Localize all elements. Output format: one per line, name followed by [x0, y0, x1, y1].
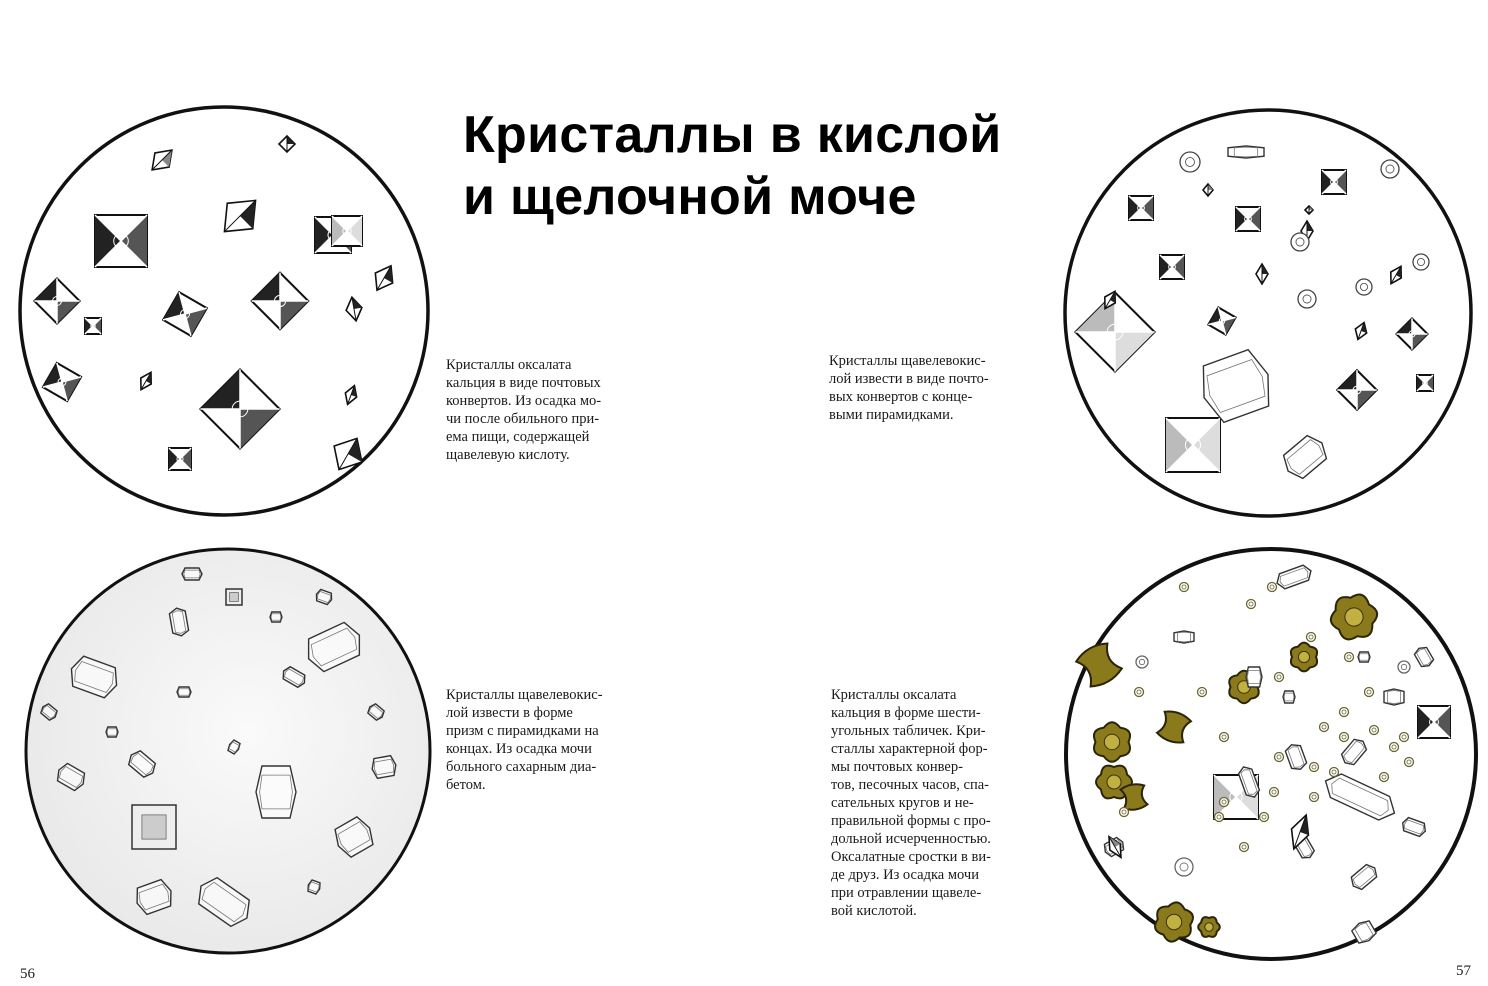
title-line-2: и щелочной моче [463, 168, 917, 226]
caption-line: бетом. [446, 777, 486, 793]
envelope-crystal [1236, 207, 1260, 231]
ring-crystal [1310, 793, 1319, 802]
envelope-crystal [332, 216, 362, 246]
ring-crystal [1340, 708, 1349, 717]
microscope-field-top-right [1062, 107, 1474, 519]
ring-crystal [1136, 656, 1148, 668]
prism-crystal [1283, 691, 1295, 703]
caption-line: конвертов. Из осадка мо- [446, 393, 602, 409]
caption-bottom-right [831, 686, 1045, 920]
page-number-left: 56 [20, 966, 35, 982]
caption-line: Кристаллы оксалата [446, 357, 572, 373]
caption-line: кальция в виде почтовых [446, 375, 601, 391]
caption-top-right [829, 352, 1046, 424]
ring-crystal [1180, 583, 1189, 592]
page-title [463, 104, 1103, 228]
envelope-crystal [1417, 375, 1433, 391]
microscope-field-bottom-left [24, 547, 432, 955]
caption-bottom-left [446, 686, 660, 794]
ring-crystal [1120, 808, 1129, 817]
envelope-crystal [85, 318, 101, 334]
caption-line: больного сахарным диа- [446, 759, 597, 775]
caption-line: концах. Из осадка мочи [446, 741, 592, 757]
caption-line: Кристаллы щавелевокис- [829, 353, 986, 369]
prism-crystal [1228, 146, 1264, 158]
ring-crystal [1380, 773, 1389, 782]
prism-crystal [177, 687, 191, 697]
caption-line: щавелевую кислоту. [446, 447, 570, 463]
ring-crystal [1291, 233, 1309, 251]
prism-crystal [270, 612, 282, 622]
ring-crystal [1198, 688, 1207, 697]
caption-line: де друз. Из осадка мочи [831, 867, 979, 883]
prism-crystal [1384, 689, 1404, 705]
ring-crystal [1413, 254, 1429, 270]
ring-crystal [1370, 726, 1379, 735]
caption-line: лой извести в виде почто- [829, 371, 989, 387]
ring-crystal [1240, 843, 1249, 852]
caption-line: угольных табличек. Кри- [831, 723, 986, 739]
envelope-crystal [1129, 196, 1153, 220]
ring-crystal [1220, 798, 1229, 807]
ring-crystal [1345, 653, 1354, 662]
ring-crystal [1247, 600, 1256, 609]
caption-line: кальция в форме шести- [831, 705, 981, 721]
caption-line: тов, песочных часов, спа- [831, 777, 989, 793]
ring-crystal [1330, 768, 1339, 777]
caption-line: лой извести в форме [446, 705, 573, 721]
ring-crystal [1220, 733, 1229, 742]
caption-line: призм с пирамидками на [446, 723, 599, 739]
druse-crystal [1291, 643, 1317, 672]
ring-crystal [1398, 661, 1410, 673]
microscope-field-bottom-right [1064, 547, 1478, 961]
envelope-crystal [169, 448, 191, 470]
ring-crystal [1405, 758, 1414, 767]
ring-crystal [1180, 152, 1200, 172]
ring-crystal [1268, 583, 1277, 592]
caption-line: ема пищи, содержащей [446, 429, 590, 445]
ring-crystal [1135, 688, 1144, 697]
ring-crystal [1175, 858, 1193, 876]
caption-line: вых конвертов с конце- [829, 389, 973, 405]
ring-crystal [1356, 279, 1372, 295]
caption-line: мы почтовых конвер- [831, 759, 963, 775]
envelope-crystal [1322, 170, 1346, 194]
caption-line: сательных кругов и не- [831, 795, 974, 811]
caption-line: выми пирамидками. [829, 407, 954, 423]
caption-line: дольной исчерченностью. [831, 831, 991, 847]
ring-crystal [1390, 743, 1399, 752]
caption-line: Кристаллы щавелевокис- [446, 687, 603, 703]
caption-line: чи после обильного при- [446, 411, 600, 427]
caption-top-left [446, 356, 660, 464]
cube-crystal [132, 805, 176, 849]
ring-crystal [1260, 813, 1269, 822]
prism-crystal [1358, 652, 1370, 662]
ring-crystal [1381, 160, 1399, 178]
ring-crystal [1298, 290, 1316, 308]
prism-crystal [106, 727, 118, 737]
ring-crystal [1310, 763, 1319, 772]
envelope-crystal [1166, 418, 1220, 472]
caption-line: Оксалатные сростки в ви- [831, 849, 991, 865]
prism-crystal [1174, 631, 1194, 643]
ring-crystal [1365, 688, 1374, 697]
prism-crystal [1246, 667, 1262, 687]
microscope-field-top-left [17, 104, 431, 518]
ring-crystal [1215, 813, 1224, 822]
ring-crystal [1340, 733, 1349, 742]
caption-line: Кристаллы оксалата [831, 687, 957, 703]
caption-line: сталлы характерной фор- [831, 741, 988, 757]
title-line-1: Кристаллы в кислой [463, 106, 1002, 164]
ring-crystal [1307, 633, 1316, 642]
ring-crystal [1275, 673, 1284, 682]
cube-crystal [226, 589, 242, 605]
envelope-crystal [1418, 706, 1450, 738]
page-number-right: 57 [1456, 963, 1471, 979]
ring-crystal [1270, 788, 1279, 797]
caption-line: правильной формы с про- [831, 813, 991, 829]
envelope-crystal [95, 215, 147, 267]
caption-line: вой кислотой. [831, 903, 917, 919]
caption-line: при отравлении щавеле- [831, 885, 982, 901]
prism-crystal [256, 766, 296, 818]
ring-crystal [1320, 723, 1329, 732]
druse-crystal [1094, 722, 1130, 762]
ring-crystal [1400, 733, 1409, 742]
ring-crystal [1275, 753, 1284, 762]
prism-crystal [182, 568, 202, 580]
envelope-crystal [1160, 255, 1184, 279]
